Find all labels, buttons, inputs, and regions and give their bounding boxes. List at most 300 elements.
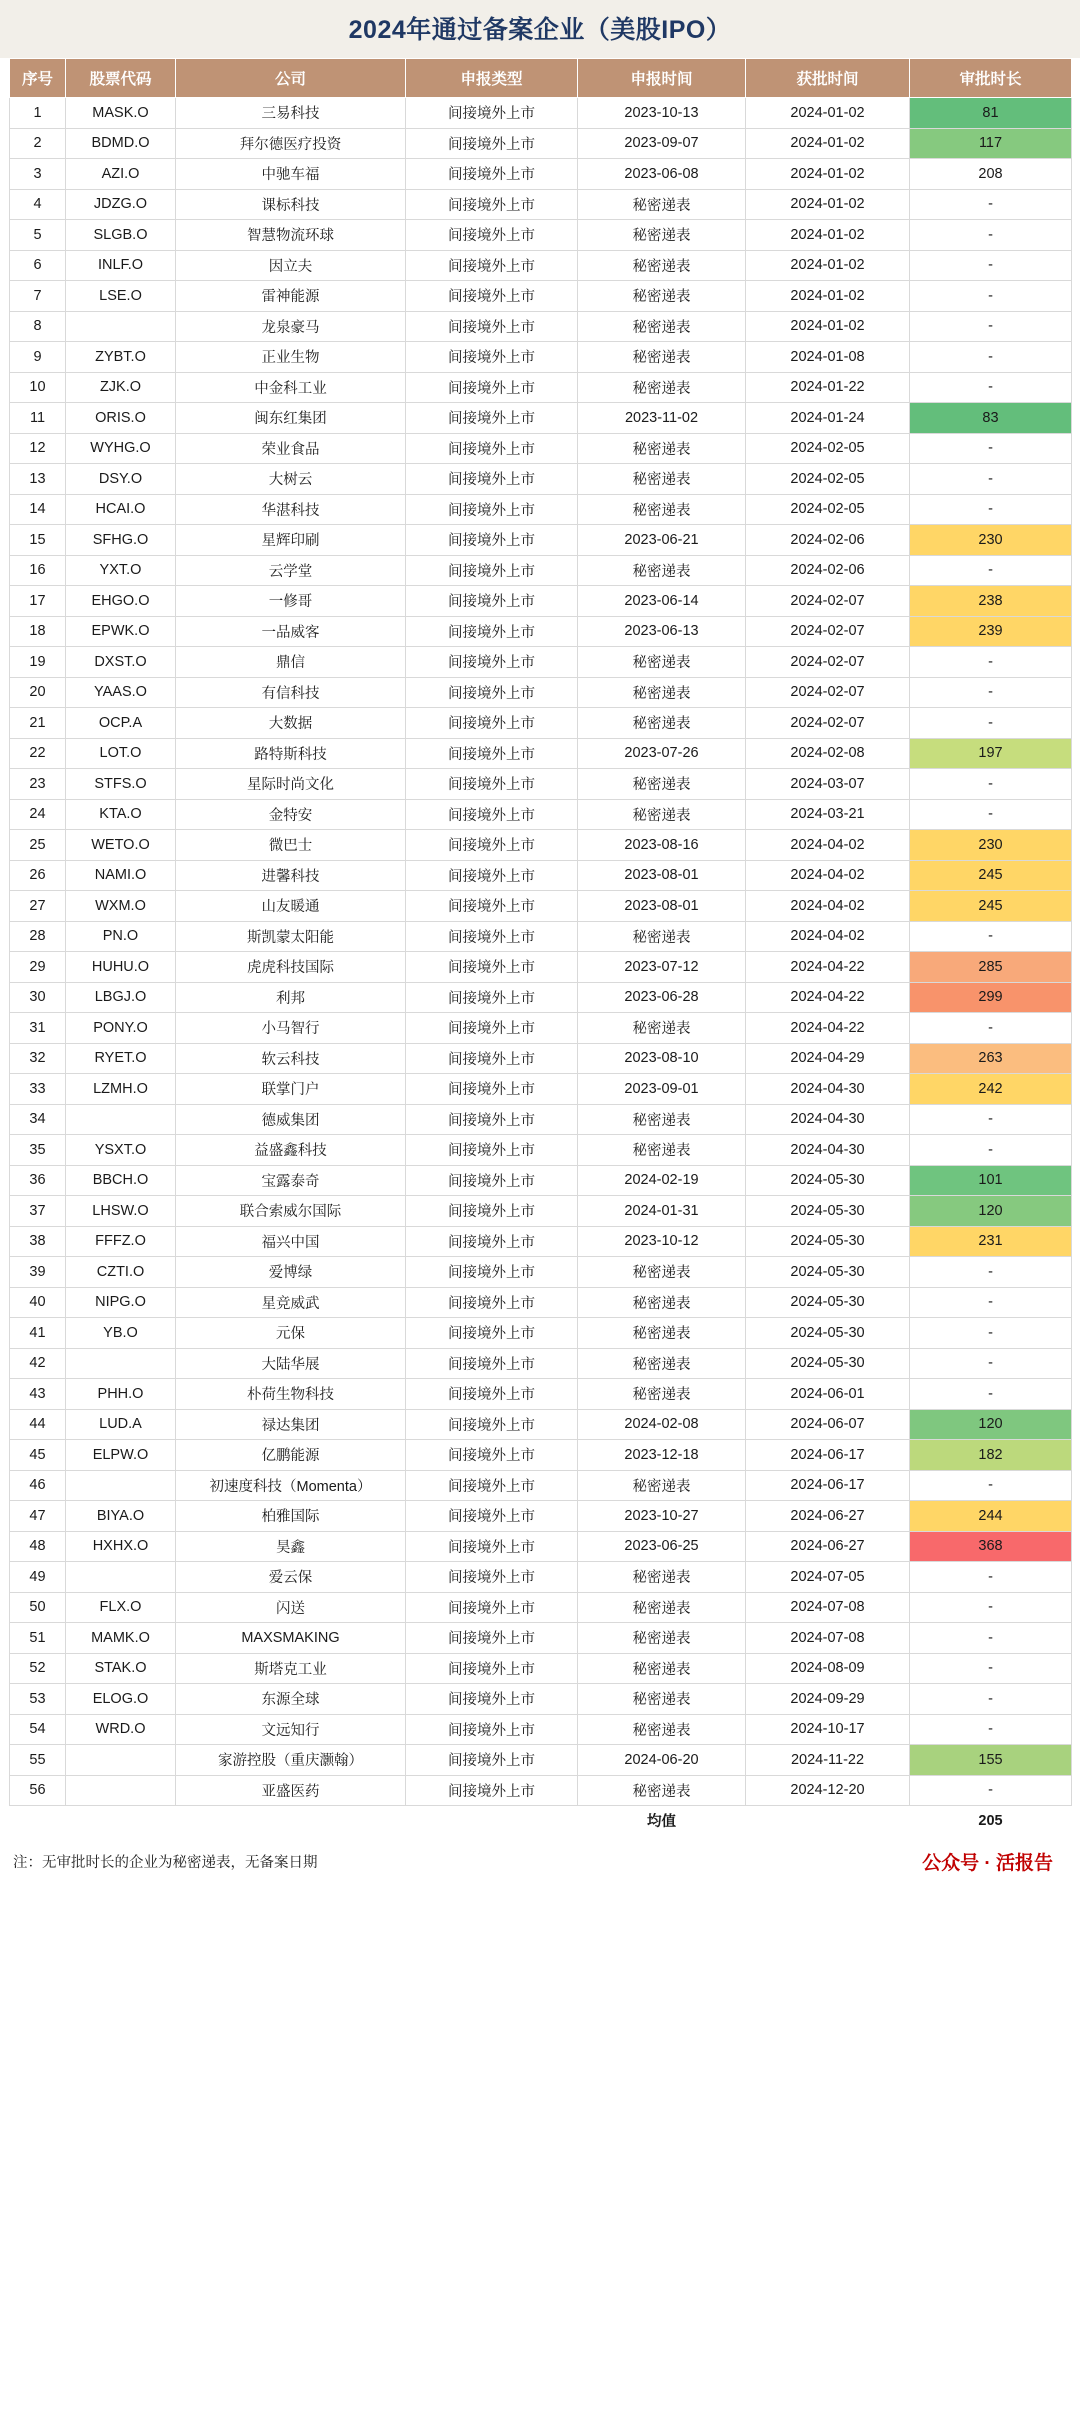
cell-filing-date: 2023-07-12: [578, 952, 746, 983]
cell-company: 正业生物: [176, 342, 406, 373]
cell-ticker: LSE.O: [66, 281, 176, 312]
cell-ticker: FLX.O: [66, 1592, 176, 1623]
cell-company: 利邦: [176, 982, 406, 1013]
cell-approval-date: 2024-08-09: [746, 1653, 910, 1684]
cell-ticker: CZTI.O: [66, 1257, 176, 1288]
cell-filing-date: 秘密递表: [578, 1013, 746, 1044]
cell-index: 31: [10, 1013, 66, 1044]
cell-approval-duration: -: [910, 1684, 1072, 1715]
cell-ticker: [66, 1775, 176, 1806]
cell-approval-date: 2024-02-05: [746, 464, 910, 495]
cell-filing-date: 秘密递表: [578, 281, 746, 312]
cell-approval-date: 2024-01-02: [746, 189, 910, 220]
cell-approval-duration: -: [910, 342, 1072, 373]
cell-approval-date: 2024-06-17: [746, 1470, 910, 1501]
column-header-6: 审批时长: [910, 59, 1072, 98]
cell-approval-date: 2024-02-06: [746, 555, 910, 586]
cell-company: 柏雅国际: [176, 1501, 406, 1532]
table-row: [10, 830, 1072, 861]
cell-company: 星际时尚文化: [176, 769, 406, 800]
cell-filing-type: 间接境外上市: [406, 1135, 578, 1166]
cell-index: 48: [10, 1531, 66, 1562]
cell-index: 54: [10, 1714, 66, 1745]
cell-index: 42: [10, 1348, 66, 1379]
cell-ticker: [66, 1104, 176, 1135]
cell-approval-date: 2024-05-30: [746, 1196, 910, 1227]
cell-ticker: [66, 1470, 176, 1501]
cell-company: 爱博绿: [176, 1257, 406, 1288]
cell-index: 37: [10, 1196, 66, 1227]
cell-index: 15: [10, 525, 66, 556]
cell-filing-date: 秘密递表: [578, 1287, 746, 1318]
cell-approval-date: 2024-04-30: [746, 1104, 910, 1135]
cell-filing-date: 秘密递表: [578, 1684, 746, 1715]
cell-company: 昊鑫: [176, 1531, 406, 1562]
cell-index: 27: [10, 891, 66, 922]
cell-approval-date: 2024-02-08: [746, 738, 910, 769]
cell-approval-date: 2024-04-30: [746, 1074, 910, 1105]
cell-index: 14: [10, 494, 66, 525]
cell-approval-duration: -: [910, 555, 1072, 586]
table-row: [10, 342, 1072, 373]
cell-filing-date: 秘密递表: [578, 342, 746, 373]
cell-approval-duration: 182: [910, 1440, 1072, 1471]
cell-company: 软云科技: [176, 1043, 406, 1074]
table-row: [10, 189, 1072, 220]
cell-index: 22: [10, 738, 66, 769]
cell-filing-type: 间接境外上市: [406, 1623, 578, 1654]
cell-index: 28: [10, 921, 66, 952]
cell-company: 大陆华展: [176, 1348, 406, 1379]
cell-approval-duration: 244: [910, 1501, 1072, 1532]
cell-company: 拜尔德医疗投资: [176, 128, 406, 159]
cell-index: 36: [10, 1165, 66, 1196]
cell-approval-date: 2024-01-02: [746, 98, 910, 129]
footer: [9, 1836, 1071, 1885]
cell-approval-date: 2024-06-27: [746, 1501, 910, 1532]
cell-ticker: MASK.O: [66, 98, 176, 129]
cell-approval-duration: -: [910, 311, 1072, 342]
cell-approval-duration: -: [910, 372, 1072, 403]
cell-index: 23: [10, 769, 66, 800]
cell-approval-duration: 239: [910, 616, 1072, 647]
cell-company: 小马智行: [176, 1013, 406, 1044]
table-row: [10, 769, 1072, 800]
cell-approval-duration: -: [910, 921, 1072, 952]
cell-ticker: WYHG.O: [66, 433, 176, 464]
cell-filing-type: 间接境外上市: [406, 1592, 578, 1623]
cell-filing-type: 间接境外上市: [406, 189, 578, 220]
cell-approval-duration: 285: [910, 952, 1072, 983]
cell-index: 51: [10, 1623, 66, 1654]
cell-ticker: SLGB.O: [66, 220, 176, 251]
table-row: [10, 921, 1072, 952]
cell-company: 一品威客: [176, 616, 406, 647]
cell-filing-type: 间接境外上市: [406, 982, 578, 1013]
cell-company: 雷神能源: [176, 281, 406, 312]
cell-filing-date: 秘密递表: [578, 1714, 746, 1745]
column-header-1: 股票代码: [66, 59, 176, 98]
cell-approval-duration: 242: [910, 1074, 1072, 1105]
cell-company: 爱云保: [176, 1562, 406, 1593]
table-row: [10, 1409, 1072, 1440]
cell-company: 初速度科技（Momenta）: [176, 1470, 406, 1501]
table-row: [10, 1287, 1072, 1318]
cell-approval-duration: -: [910, 769, 1072, 800]
cell-filing-date: 秘密递表: [578, 647, 746, 678]
table-row: [10, 403, 1072, 434]
cell-index: 33: [10, 1074, 66, 1105]
cell-index: 50: [10, 1592, 66, 1623]
cell-company: 朴荷生物科技: [176, 1379, 406, 1410]
cell-filing-date: 2023-08-01: [578, 891, 746, 922]
cell-approval-date: 2024-12-20: [746, 1775, 910, 1806]
cell-ticker: LBGJ.O: [66, 982, 176, 1013]
cell-ticker: KTA.O: [66, 799, 176, 830]
cell-approval-duration: -: [910, 220, 1072, 251]
cell-approval-date: 2024-04-22: [746, 982, 910, 1013]
cell-filing-date: 2023-06-08: [578, 159, 746, 190]
cell-ticker: WXM.O: [66, 891, 176, 922]
cell-ticker: ELOG.O: [66, 1684, 176, 1715]
cell-filing-type: 间接境外上市: [406, 1013, 578, 1044]
cell-filing-date: 秘密递表: [578, 1775, 746, 1806]
cell-approval-date: 2024-05-30: [746, 1348, 910, 1379]
table-row: [10, 1135, 1072, 1166]
cell-filing-date: 2023-06-28: [578, 982, 746, 1013]
cell-index: 18: [10, 616, 66, 647]
cell-approval-date: 2024-04-02: [746, 921, 910, 952]
cell-company: 金特安: [176, 799, 406, 830]
cell-ticker: STAK.O: [66, 1653, 176, 1684]
column-header-5: 获批时间: [746, 59, 910, 98]
table-row: [10, 799, 1072, 830]
cell-ticker: YSXT.O: [66, 1135, 176, 1166]
cell-company: 益盛鑫科技: [176, 1135, 406, 1166]
cell-filing-type: 间接境外上市: [406, 1104, 578, 1135]
table-row: [10, 708, 1072, 739]
table-row: [10, 586, 1072, 617]
column-header-2: 公司: [176, 59, 406, 98]
cell-approval-date: 2024-05-30: [746, 1257, 910, 1288]
cell-filing-date: 秘密递表: [578, 311, 746, 342]
cell-approval-duration: -: [910, 433, 1072, 464]
table-row: [10, 250, 1072, 281]
cell-approval-duration: -: [910, 1714, 1072, 1745]
table-row: [10, 311, 1072, 342]
cell-approval-duration: 231: [910, 1226, 1072, 1257]
cell-filing-type: 间接境外上市: [406, 494, 578, 525]
cell-ticker: PHH.O: [66, 1379, 176, 1410]
cell-company: 华湛科技: [176, 494, 406, 525]
cell-approval-date: 2024-04-22: [746, 1013, 910, 1044]
cell-index: 49: [10, 1562, 66, 1593]
cell-ticker: [66, 1562, 176, 1593]
cell-approval-duration: 120: [910, 1196, 1072, 1227]
brand-watermark: [922, 1848, 1067, 1875]
cell-approval-date: 2024-06-07: [746, 1409, 910, 1440]
column-header-0: 序号: [10, 59, 66, 98]
cell-index: 6: [10, 250, 66, 281]
ipo-table: [9, 58, 1072, 1836]
average-row: [10, 1806, 1072, 1836]
cell-ticker: ZJK.O: [66, 372, 176, 403]
cell-filing-date: 2023-06-21: [578, 525, 746, 556]
cell-approval-duration: -: [910, 494, 1072, 525]
table-row: [10, 1684, 1072, 1715]
cell-index: 9: [10, 342, 66, 373]
cell-approval-duration: -: [910, 1318, 1072, 1349]
cell-approval-date: 2024-04-02: [746, 830, 910, 861]
cell-approval-duration: -: [910, 677, 1072, 708]
table-row: [10, 128, 1072, 159]
cell-index: 26: [10, 860, 66, 891]
page-title: 2024年通过备案企业（美股IPO）: [348, 16, 732, 44]
cell-ticker: STFS.O: [66, 769, 176, 800]
cell-ticker: MAMK.O: [66, 1623, 176, 1654]
cell-ticker: ORIS.O: [66, 403, 176, 434]
table-row: [10, 1501, 1072, 1532]
cell-ticker: ZYBT.O: [66, 342, 176, 373]
cell-filing-type: 间接境外上市: [406, 1348, 578, 1379]
table-row: [10, 891, 1072, 922]
cell-filing-type: 间接境外上市: [406, 1653, 578, 1684]
table-row: [10, 1379, 1072, 1410]
cell-filing-date: 秘密递表: [578, 555, 746, 586]
table-row: [10, 1348, 1072, 1379]
table-row: [10, 159, 1072, 190]
cell-approval-duration: -: [910, 1135, 1072, 1166]
cell-approval-date: 2024-02-05: [746, 494, 910, 525]
cell-filing-date: 2024-06-20: [578, 1745, 746, 1776]
cell-approval-date: 2024-05-30: [746, 1287, 910, 1318]
table-row: [10, 616, 1072, 647]
table-row: [10, 98, 1072, 129]
cell-filing-type: 间接境外上市: [406, 525, 578, 556]
cell-index: 21: [10, 708, 66, 739]
cell-company: 智慧物流环球: [176, 220, 406, 251]
cell-company: 家游控股（重庆灏翰）: [176, 1745, 406, 1776]
cell-company: 亿鹏能源: [176, 1440, 406, 1471]
table-header-row: [10, 59, 1072, 98]
cell-company: 鼎信: [176, 647, 406, 678]
cell-index: 30: [10, 982, 66, 1013]
average-value: 205: [910, 1806, 1072, 1836]
cell-approval-date: 2024-02-07: [746, 647, 910, 678]
cell-filing-date: 秘密递表: [578, 464, 746, 495]
cell-company: 进馨科技: [176, 860, 406, 891]
cell-index: 2: [10, 128, 66, 159]
cell-index: 20: [10, 677, 66, 708]
cell-company: 斯凯蒙太阳能: [176, 921, 406, 952]
cell-approval-date: 2024-02-06: [746, 525, 910, 556]
cell-ticker: YXT.O: [66, 555, 176, 586]
cell-approval-duration: -: [910, 281, 1072, 312]
cell-approval-duration: 81: [910, 98, 1072, 129]
cell-company: 文远知行: [176, 1714, 406, 1745]
cell-ticker: RYET.O: [66, 1043, 176, 1074]
cell-ticker: FFFZ.O: [66, 1226, 176, 1257]
table-row: [10, 372, 1072, 403]
cell-filing-type: 间接境外上市: [406, 738, 578, 769]
cell-company: 路特斯科技: [176, 738, 406, 769]
cell-filing-type: 间接境外上市: [406, 1379, 578, 1410]
cell-filing-type: 间接境外上市: [406, 921, 578, 952]
cell-approval-date: 2024-01-02: [746, 128, 910, 159]
cell-approval-date: 2024-06-01: [746, 1379, 910, 1410]
cell-ticker: WRD.O: [66, 1714, 176, 1745]
table-row: [10, 1318, 1072, 1349]
cell-index: 35: [10, 1135, 66, 1166]
cell-approval-duration: -: [910, 1653, 1072, 1684]
cell-index: 52: [10, 1653, 66, 1684]
cell-ticker: LUD.A: [66, 1409, 176, 1440]
cell-approval-date: 2024-02-07: [746, 708, 910, 739]
cell-approval-duration: 101: [910, 1165, 1072, 1196]
table-row: [10, 1531, 1072, 1562]
cell-filing-type: 间接境外上市: [406, 403, 578, 434]
cell-filing-type: 间接境外上市: [406, 342, 578, 373]
cell-company: 云学堂: [176, 555, 406, 586]
cell-filing-type: 间接境外上市: [406, 220, 578, 251]
cell-index: 53: [10, 1684, 66, 1715]
table-row: [10, 1165, 1072, 1196]
table-row: [10, 738, 1072, 769]
cell-ticker: ELPW.O: [66, 1440, 176, 1471]
cell-filing-type: 间接境外上市: [406, 1226, 578, 1257]
cell-index: 24: [10, 799, 66, 830]
cell-company: MAXSMAKING: [176, 1623, 406, 1654]
cell-company: 禄达集团: [176, 1409, 406, 1440]
cell-approval-duration: -: [910, 1775, 1072, 1806]
cell-company: 福兴中国: [176, 1226, 406, 1257]
cell-ticker: EPWK.O: [66, 616, 176, 647]
cell-filing-date: 秘密递表: [578, 372, 746, 403]
cell-index: 39: [10, 1257, 66, 1288]
cell-company: 联合索威尔国际: [176, 1196, 406, 1227]
cell-ticker: [66, 311, 176, 342]
cell-filing-date: 秘密递表: [578, 189, 746, 220]
cell-index: 19: [10, 647, 66, 678]
table-row: [10, 1257, 1072, 1288]
cell-filing-date: 2023-09-01: [578, 1074, 746, 1105]
cell-filing-type: 间接境外上市: [406, 1684, 578, 1715]
table-row: [10, 647, 1072, 678]
cell-index: 10: [10, 372, 66, 403]
cell-filing-type: 间接境外上市: [406, 128, 578, 159]
cell-approval-date: 2024-01-22: [746, 372, 910, 403]
cell-approval-date: 2024-01-02: [746, 281, 910, 312]
cell-filing-type: 间接境外上市: [406, 830, 578, 861]
cell-filing-date: 2023-09-07: [578, 128, 746, 159]
cell-ticker: SFHG.O: [66, 525, 176, 556]
cell-approval-date: 2024-02-07: [746, 586, 910, 617]
cell-filing-type: 间接境外上市: [406, 98, 578, 129]
cell-filing-type: 间接境外上市: [406, 1165, 578, 1196]
cell-ticker: BIYA.O: [66, 1501, 176, 1532]
cell-filing-date: 秘密递表: [578, 1318, 746, 1349]
table-row: [10, 1440, 1072, 1471]
cell-approval-duration: -: [910, 1257, 1072, 1288]
cell-index: 47: [10, 1501, 66, 1532]
cell-filing-date: 2023-10-27: [578, 1501, 746, 1532]
cell-ticker: JDZG.O: [66, 189, 176, 220]
table-row: [10, 1226, 1072, 1257]
cell-filing-type: 间接境外上市: [406, 311, 578, 342]
cell-ticker: INLF.O: [66, 250, 176, 281]
cell-filing-type: 间接境外上市: [406, 433, 578, 464]
cell-company: 斯塔克工业: [176, 1653, 406, 1684]
cell-approval-date: 2024-01-08: [746, 342, 910, 373]
table-row: [10, 1196, 1072, 1227]
cell-company: 亚盛医药: [176, 1775, 406, 1806]
cell-filing-date: 秘密递表: [578, 1104, 746, 1135]
cell-approval-date: 2024-04-02: [746, 860, 910, 891]
cell-approval-date: 2024-05-30: [746, 1226, 910, 1257]
cell-approval-duration: -: [910, 1562, 1072, 1593]
cell-ticker: BDMD.O: [66, 128, 176, 159]
cell-filing-date: 秘密递表: [578, 250, 746, 281]
cell-ticker: WETO.O: [66, 830, 176, 861]
cell-approval-duration: 230: [910, 525, 1072, 556]
cell-approval-duration: -: [910, 464, 1072, 495]
cell-company: 闽东红集团: [176, 403, 406, 434]
cell-filing-date: 秘密递表: [578, 1379, 746, 1410]
cell-filing-date: 秘密递表: [578, 677, 746, 708]
cell-company: 三易科技: [176, 98, 406, 129]
cell-filing-type: 间接境外上市: [406, 677, 578, 708]
cell-approval-duration: -: [910, 708, 1072, 739]
cell-index: 16: [10, 555, 66, 586]
cell-index: 17: [10, 586, 66, 617]
cell-filing-type: 间接境外上市: [406, 891, 578, 922]
cell-company: 大数据: [176, 708, 406, 739]
cell-filing-date: 2023-06-13: [578, 616, 746, 647]
cell-index: 7: [10, 281, 66, 312]
cell-filing-date: 秘密递表: [578, 708, 746, 739]
cell-approval-date: 2024-06-17: [746, 1440, 910, 1471]
cell-ticker: HCAI.O: [66, 494, 176, 525]
cell-approval-date: 2024-05-30: [746, 1318, 910, 1349]
cell-index: 5: [10, 220, 66, 251]
table-row: [10, 525, 1072, 556]
cell-ticker: NAMI.O: [66, 860, 176, 891]
cell-filing-date: 2024-02-19: [578, 1165, 746, 1196]
cell-approval-date: 2024-05-30: [746, 1165, 910, 1196]
cell-approval-duration: -: [910, 1470, 1072, 1501]
cell-filing-type: 间接境外上市: [406, 708, 578, 739]
table-row: [10, 1562, 1072, 1593]
cell-approval-duration: -: [910, 1287, 1072, 1318]
cell-index: 29: [10, 952, 66, 983]
cell-index: 4: [10, 189, 66, 220]
table-row: [10, 1013, 1072, 1044]
cell-filing-type: 间接境外上市: [406, 372, 578, 403]
cell-filing-date: 秘密递表: [578, 799, 746, 830]
cell-approval-date: 2024-02-05: [746, 433, 910, 464]
cell-approval-date: 2024-09-29: [746, 1684, 910, 1715]
cell-ticker: YAAS.O: [66, 677, 176, 708]
cell-approval-date: 2024-02-07: [746, 616, 910, 647]
cell-filing-date: 2023-08-10: [578, 1043, 746, 1074]
cell-approval-date: 2024-07-08: [746, 1623, 910, 1654]
cell-ticker: HXHX.O: [66, 1531, 176, 1562]
cell-index: 43: [10, 1379, 66, 1410]
cell-filing-type: 间接境外上市: [406, 769, 578, 800]
cell-company: 山友暖通: [176, 891, 406, 922]
table-row: [10, 982, 1072, 1013]
cell-filing-date: 秘密递表: [578, 1592, 746, 1623]
